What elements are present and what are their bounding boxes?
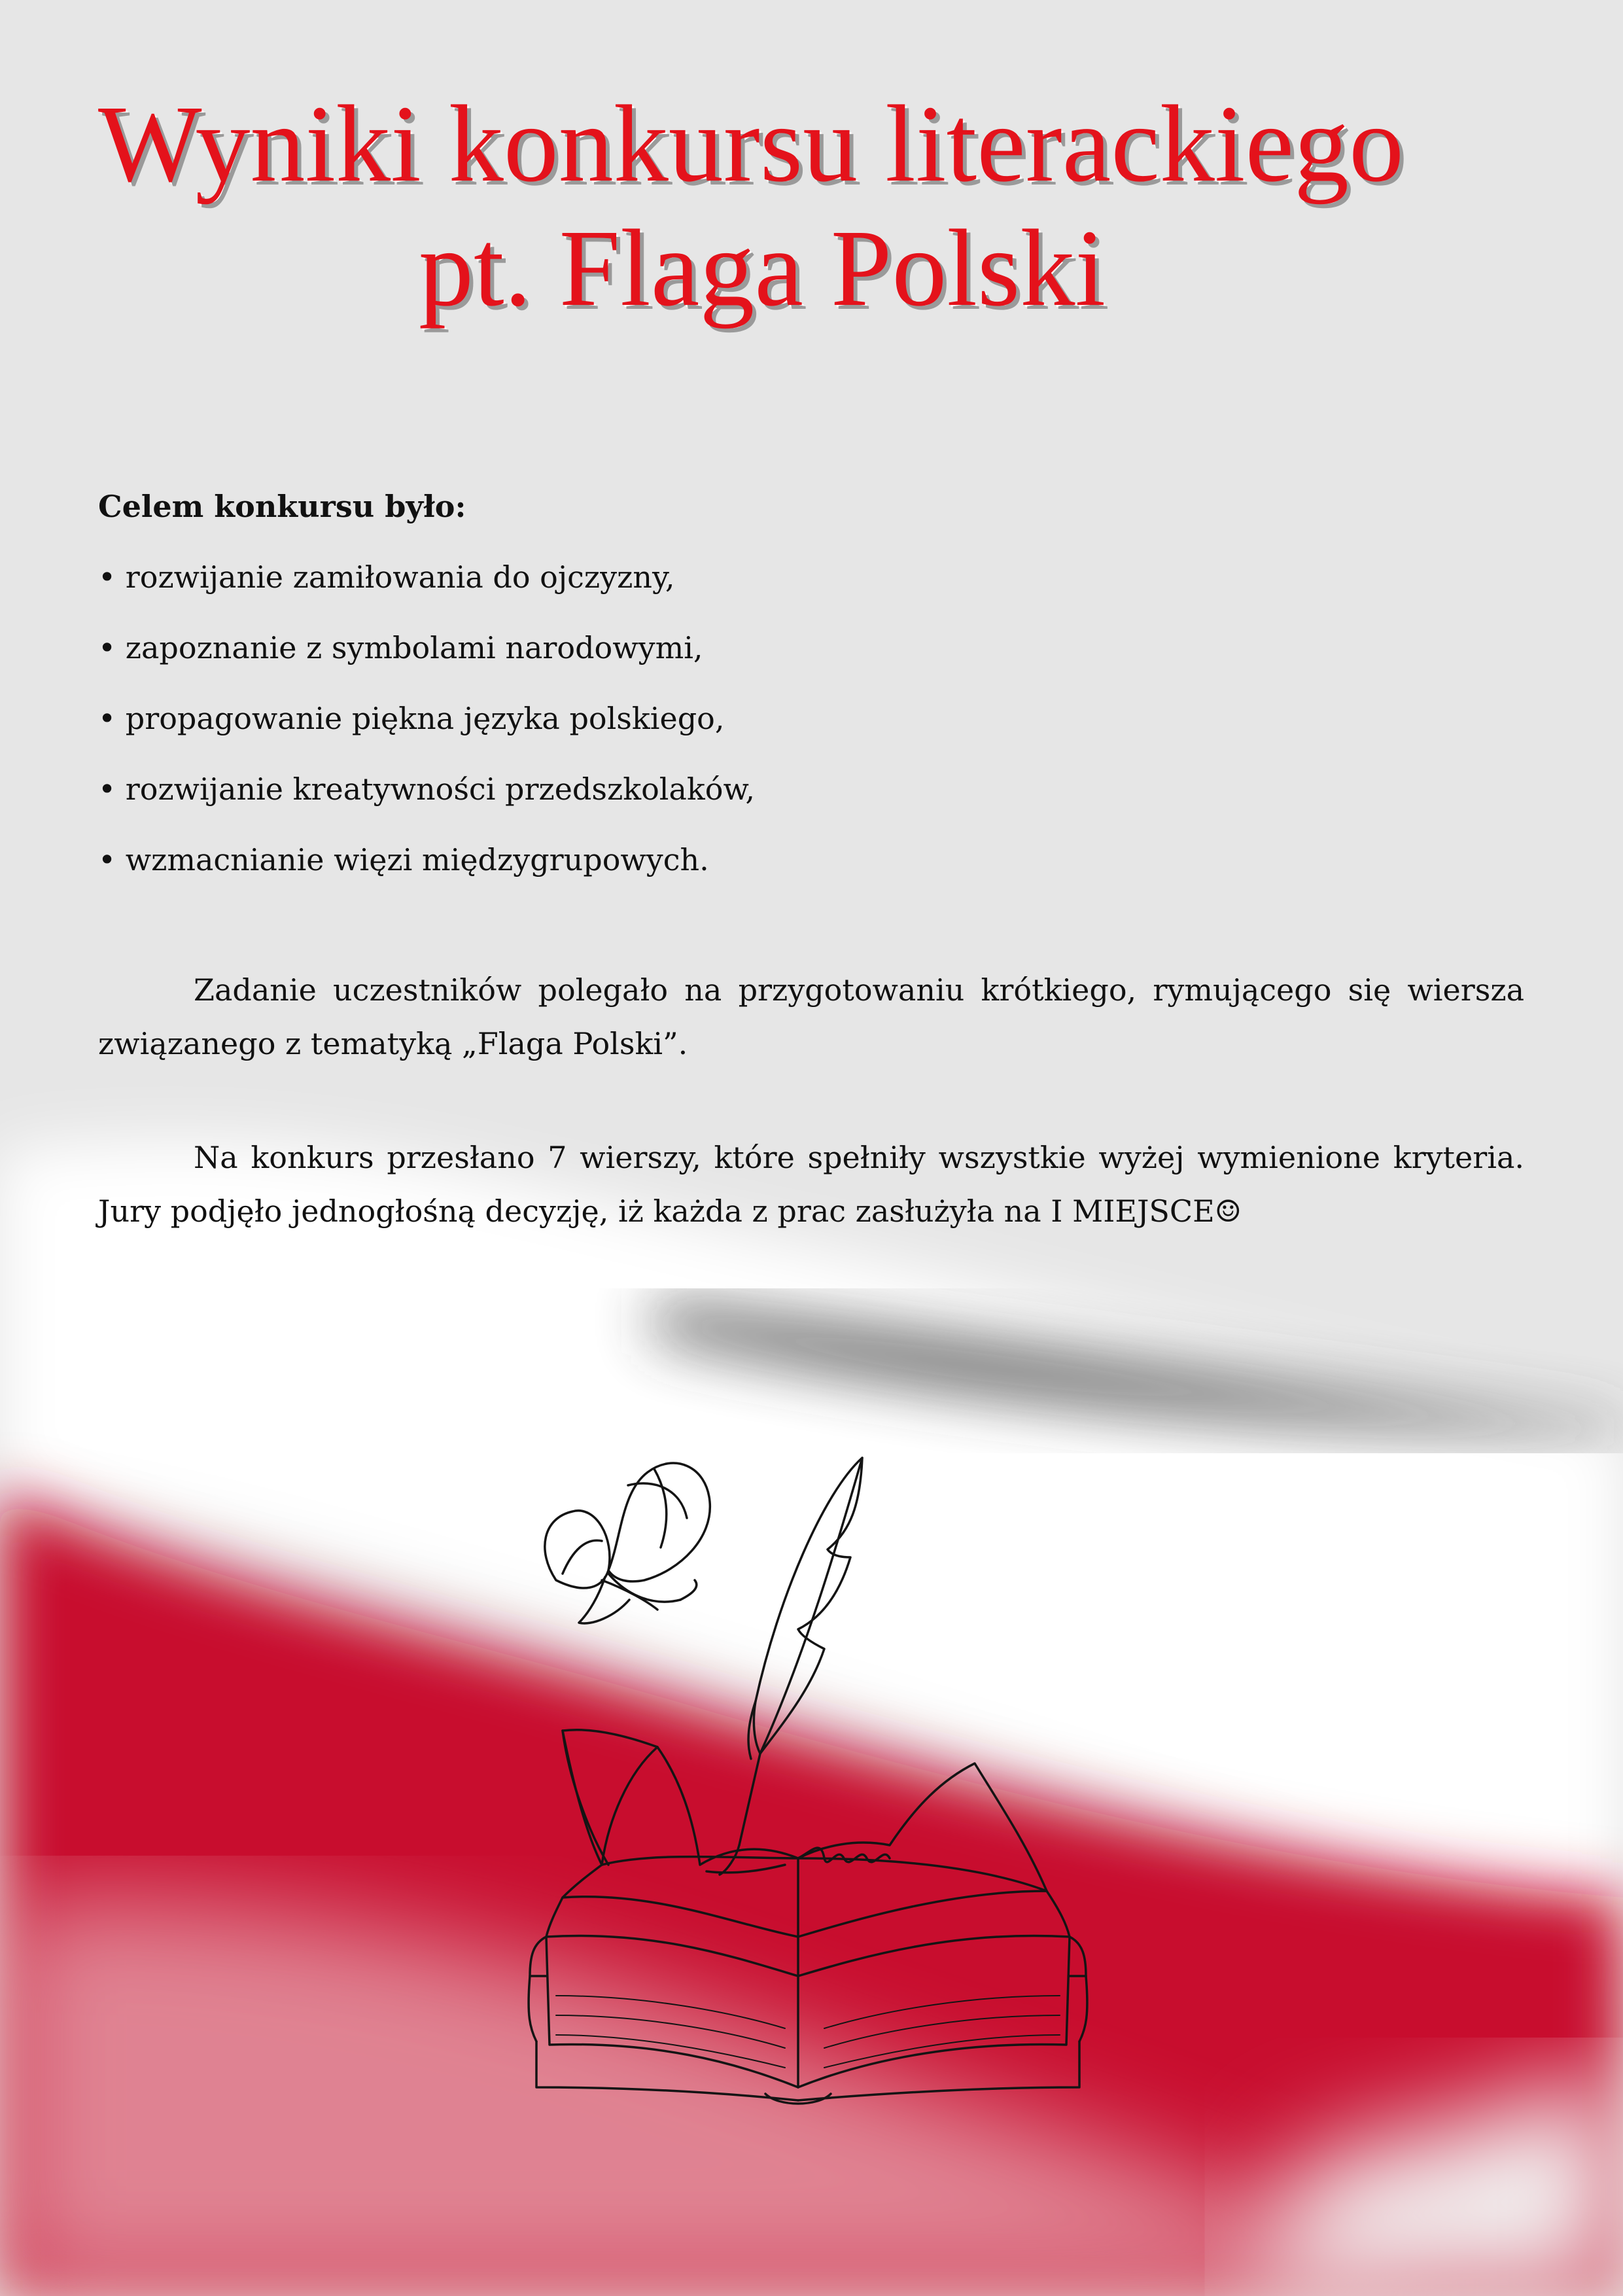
page-title [0,82,1623,330]
open-book-icon [529,1730,1087,2104]
goal-item: • rozwijanie zamiłowania do ojczyzny, [98,542,1524,612]
butterfly-icon [545,1463,710,1623]
title-line-1: Wyniki konkursu literackiego [98,83,1405,205]
goals-list [98,542,1524,895]
content-section [98,471,1524,1238]
goal-item: • zapoznanie z symbolami narodowymi, [98,612,1524,683]
quill-icon [720,1458,862,1875]
result-paragraph: Na konkurs przesłano 7 wierszy, które spełniły wszystkie wyżej wymienione kryteria. Jury podjęło jednogłośną decyzję, iż każda z prac zasłużyła na I MIEJSCE☺ [98,1140,1524,1229]
goal-item: • propagowanie piękna języka polskiego, [98,683,1524,754]
goal-item: • wzmacnianie więzi międzygrupowych. [98,824,1524,895]
task-paragraph: Zadanie uczestników polegało na przygotowaniu krótkiego, rymującego się wiersza związanego z tematyką „Flaga Polski”. [98,972,1524,1061]
goal-item: • rozwijanie kreatywności przedszkolaków, [98,754,1524,824]
goals-heading: Celem konkursu było: [98,489,466,524]
title-line-2: pt. Flaga Polski [419,207,1106,329]
book-quill-illustration [458,1439,1151,2133]
